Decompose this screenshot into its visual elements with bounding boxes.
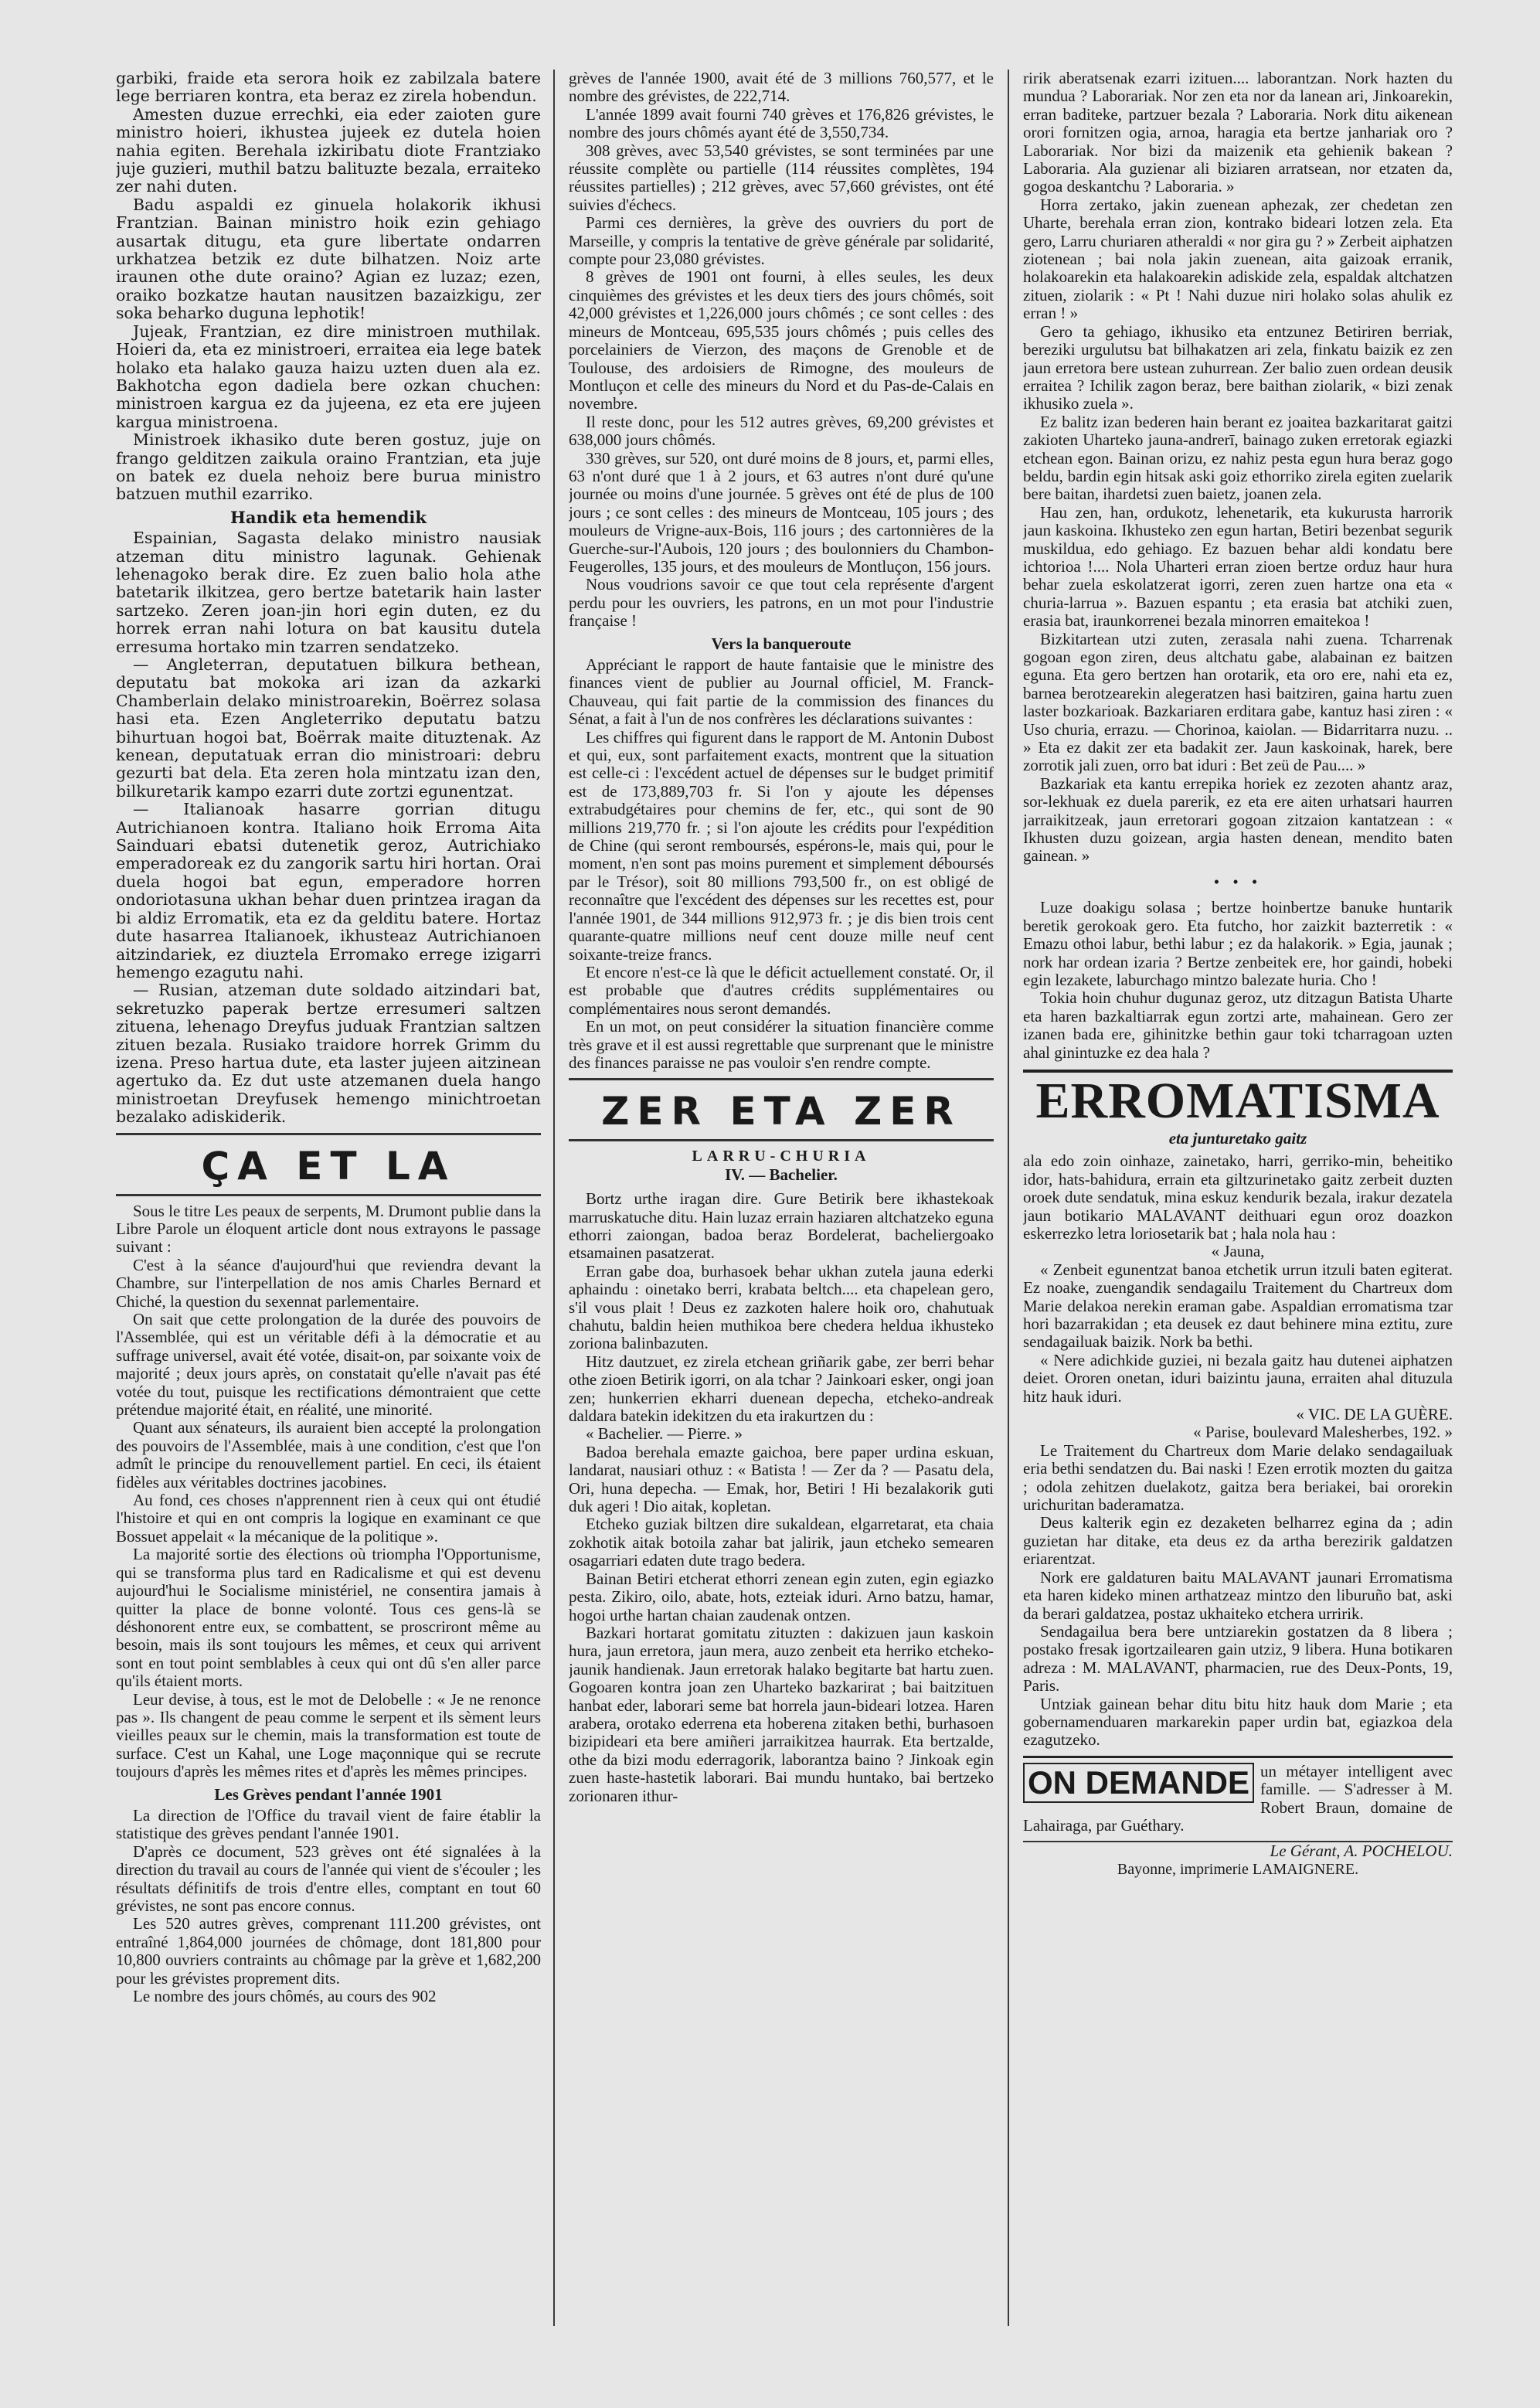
column-3 — [1023, 70, 1453, 2372]
paragraph: D'après ce document, 523 grèves ont été signalées à la direction du travail au cours de l'année qui vient de s'écouler ; les résultats définitifs de trois d'entre elles, comptant en tout 60 grévistes, ne sont pas encore connus. — [116, 1842, 541, 1915]
paragraph: Sendagailua bera bere untziarekin gostatzen da 8 libera ; postako fresak igortzailearen gain utziz, 9 libera. Huna botikaren adreza : M. MALAVANT, pharmacien, rue des Deux-Ponts, 19, Paris. — [1023, 1621, 1453, 1695]
column-rule-2 — [1008, 70, 1009, 2326]
paragraph: Quant aux sénateurs, ils auraient bien accepté la prolongation des pouvoirs de l'Assemblée, mais à une condition, c'est que l'on admît le principe du renouvellement partiel. En ceci, ils étaient fidèles aux véritables doctrines jacobines. — [116, 1418, 541, 1491]
paragraph: ala edo zoin oinhaze, zainetako, harri, gerriko-min, beheitiko idor, hats-bahidura, errain eta giltzurinetako gaitz zerbeit duzten oroek dute sendatuk, mina eskuz kendurik bezala, irakur dezatela jaun botikario MALAVANT deithuari egun oroz doazkon eskerrezko letra loriosetarik bat ; hala nola hau : — [1023, 1151, 1453, 1243]
spacer — [1023, 1750, 1453, 1756]
story-title: LARRU-CHURIA — [692, 1148, 871, 1165]
paragraph: Ministroek ikhasiko dute beren gostuz, juje on frango gelditzen zaikula oraino Frantzian, eta juje on batek ez duela nehoiz bere burua ministro batzuen muthil ezarriko. — [116, 430, 541, 504]
gerant-line: Le Gérant, A. POCHELOU. — [1023, 1841, 1453, 1860]
paragraph: Hitz dautzuet, ez zirela etchean griñarik gabe, zer berri behar othe zioen Betirik igorri, on ala tchar ? Jainkoari esker, ongi joan zen; hunkerrien ekharri duenean depecha, etcheko-andreak daldara batekin idekitzen du eta irakurtzen du : — [569, 1352, 994, 1426]
imprimerie-line: Bayonne, imprimerie LAMAIGNERE. — [1117, 1860, 1359, 1878]
paragraph: Au fond, ces choses n'apprennent rien à ceux qui ont étudié l'histoire et qui en ont compris la logique en examinant ce que Bossuet appelait « la mécanique de la politique ». — [116, 1491, 541, 1546]
paragraph: Bizkitartean utzi zuten, zerasala nahi zuena. Tcharrenak gogoan egon ziren, deus altchatu gabe, alabainan ez baitzen eguna. Eta gero bertzen han orotarik, eta oro ere, nahi eta ez, barnea berotzearekin alegeratzen hasi baitziren, gaina hartu zuen laster bozkarioak. Bazkariaren erditara gabe, kantuz hasi ziren : « Uso churia, errazu. — Chorinoa, kaiolan. — Bidarritarra nuzu. .. » Eta ez dakit zer eta badakit zer. Jaun kaskoinak, harek, bere zorrotik jali zuen, orro bat iduri : Bet zeü de Pau.... » — [1023, 629, 1453, 775]
paragraph: La majorité sortie des élections où triompha l'Opportunisme, qui se transforma plus tard en Radicalisme et qui est devenu aujourd'hui le Socialisme ministériel, ne consentira jamais à quitter la place de bonne volonté. Tous ces gens-là se déshonorent entre eux, se combattent, se proscriront même au besoin, mais ils sont toujours les mêmes, et ceux qui arrivent sont en tout point semblables à ceux qui ont dû s'en aller parce qu'ils étaient morts. — [116, 1545, 541, 1691]
column-2 — [569, 70, 994, 2372]
section-title-ca-et-la: ÇA ET LA — [201, 1143, 456, 1189]
paragraph: Badoa berehala emazte gaichoa, bere paper urdina eskuan, landarat, nausiari othuz : « Batista ! — Zer da ? — Pasatu dela, Ori, huna depecha. — Emak, hor, Betiri ! Hi bezalakorik guti duk ageri ! Dio aitak, kopletan. — [569, 1442, 994, 1516]
paragraph: grèves de l'année 1900, avait été de 3 millions 760,577, et le nombre des grévistes, de 222,714. — [569, 70, 994, 106]
signature-address: « Parise, boulevard Malesherbes, 192. » — [1193, 1423, 1453, 1442]
paragraph: 308 grèves, avec 53,540 grévistes, se sont terminées par une réussite complète ou partielle (114 réussites complètes, 194 réussites partielles) ; 212 grèves, avec 57,660 grévistes, ont été suivies d'échecs. — [569, 141, 994, 214]
paragraph: — Italianoak hasarre gorrian ditugu Autrichianoen kontra. Italiano hoik Erroma Aita Sainduari ebatsi dutenetik geroz, Autrichiako emperadoreak ez du zangorik sartu hiri hortan. Orai duela hogoi bat egun, emperadore horren ondoriotasuna ukhan behar duen printzea iragan da bi aldiz Erromatik, eta ez da gelditu batere. Hortaz dute hasarrea Italianoek, ikhusteaz Autrichianoen aitzindariek, ez diuztela Erromako errege izigarri hemengo ezagutu nahi. — [116, 800, 541, 981]
paragraph: ririk aberatsenak ezarri izituen.... laborantzan. Nork hazten du mundua ? Laborariak. Nor zen eta nor da lanean ari, Jinkoarekin, erran baditeke, partzuer bezala ? Laboraria. Nork ditu aikenean orori fornitzen ogia, arnoa, haragia eta bertze janhariak oro ? Laborariak. Nor bizi da maizenik eta gehienik bakean ? Laboraria. Ala guzienar ali biziaren arratsean, nor etzaten da, gogoa deskantchu ? Laboraria. » — [1023, 70, 1453, 196]
paragraph: Nous voudrions savoir ce que tout cela représente d'argent perdu pour les ouvriers, les patrons, en un mot pour l'industrie française ! — [569, 575, 994, 631]
paragraph: « Jauna, — [1211, 1242, 1265, 1261]
paragraph: Bazkari hortarat gomitatu zituzten : dakizuen jaun kaskoin hura, jaun erretora, jaun mera, auzo zenbeit eta herriko etcheko-jaunik handienak. Jaun erretorak halako begitarte bat hartu zuen. Gogoaren kontra joan zen Uharteko bazkarirat ; bai baitzituen hanbat eder, laborari seme bat horrela jaun-bideari lotzea. Haren arabera, orotako ederrena eta hoberena zitaken bethi, burhasoen bizipideari eta bere amiñeri jarraikitzea haurrak. Eta bertzalde, othe da bizi modu ederragorik, laborantza baino ? Jinkoak egin zuen haste-hastetik laborari. Bai mundu huntako, bai bertzeko zorionaren ithur- — [569, 1623, 994, 1805]
paragraph: C'est à la séance d'aujourd'hui que reviendra devant la Chambre, sur l'interpellation de nos amis Charles Bernard et Chiché, la question du sexennat parlementaire. — [116, 1255, 541, 1311]
paragraph: En un mot, on peut considérer la situation financière comme très grave et il est aussi regrettable que surprenant que le ministre des finances paraisse ne pas vouloir s'en rendre compte. — [569, 1017, 994, 1072]
paragraph: 8 grèves de 1901 ont fourni, à elles seules, les deux cinquièmes des grévistes et les deux tiers des jours chômés, soit 42,000 grévistes et 1,226,000 jours chômés ; ce sont celles : des mineurs de Montceau, 695,535 jours chômés ; puis celles des porcelainiers de Vierzon, des maçons de Grenoble et de Toulouse, des ardoisiers de Rimogne, des mouleurs de Montluçon et celle des mineurs du Nord et du Pas-de-Calais en novembre. — [569, 267, 994, 413]
paragraph: Badu aspaldi ez ginuela holakorik ikhusi Frantzian. Bainan ministro hoik ezin gehiago ausartak ditugu, eta gure libertate ondarren urkhatzea betzik ez dute bilhatzen. Noiz arte iraunen othe dute oraino? Agian ez luzaz; ezen, oraiko bozkatze hautan nausitzen bazaizkigu, zer soka beharko duguna lephotik! — [116, 195, 541, 323]
story-chapter: IV. — Bachelier. — [725, 1165, 838, 1184]
paragraph: Les 520 autres grèves, comprenant 111.200 grévistes, ont entraîné 1,864,000 journées de chômage, dont 181,800 pour 10,800 ouvriers contraints au chômage par la grève et 1,682,200 pour les grévistes proprement dits. — [116, 1914, 541, 1988]
paragraph: Ez balitz izan bederen hain berant ez joaitea bazkaritarat gaitzi zakioten Uharteko jauna-andrerī, bainago zuken erretorak egiazki etchean egon. Bainan orizu, ez nahiz pesta egun hura beraz gogo beldu, bardin egin hitsak aski goiz ethorriko zirela egiten zuelarik bere baitan, ihardetsi zuen baietz, joanen zela. — [1023, 412, 1453, 504]
paragraph: « Bachelier. — Pierre. » — [586, 1424, 743, 1444]
paragraph: Bazkariak eta kantu errepika horiek ez zezoten ahantz araz, sor-lekhuak ez duela parerik, ez eta ere aiten urhatsari haurren jarraikitzeak, jaun erretorari gogoan zitzaion kantatzean : « Ikhusten duzu goizean, argia hasten denean, mendito baten gainean. » — [1023, 774, 1453, 866]
section-title-greves: Les Grèves pendant l'année 1901 — [214, 1784, 443, 1804]
paragraph: Le Traitement du Chartreux dom Marie delako sendagailuak eria bethi sendatzen du. Bai naski ! Ezen errotik mozten du gaitza ; odola zehitzen duelakotz, gaitza bera beriakei, bai ororekin urichuritan baderamatza. — [1023, 1440, 1453, 1515]
separator-dots: • • • — [1213, 872, 1263, 891]
signature: « VIC. DE LA GUÈRE. — [1296, 1405, 1453, 1424]
paragraph: Untziak gainean behar ditu bitu hitz hauk dom Marie ; eta gobernamenduaren markarekin paper urdin bat, egiazkoa dela ezagutzeko. — [1023, 1694, 1453, 1750]
ad-subtitle: eta junturetako gaitz — [1168, 1128, 1307, 1148]
paragraph: Luze doakigu solasa ; bertze hoinbertze banuke huntarik beretik gerokoak gero. Eta futcho, hor zaizkit bazterretik : « Emazu othoi labur, bethi labur ; ez da halakorik. » Egia, jaunak ; nork har ordean izaria ? Bertze zenbeitek ere, hor gaindi, hobeki egin lezakete, laburchago mintzo balezate huria. Cho ! — [1023, 898, 1453, 989]
ad-text: un métayer intelligent avec famille. — S'adresser à M. Robert Braun, domaine de Lahairaga, par Guéthary. — [1023, 1761, 1453, 1835]
paragraph: Jujeak, Frantzian, ez dire ministroen muthilak. Hoieri da, eta ez ministroeri, erraitea eia lege batek holako eta halako gauza haizu uzten duen ala ez. Bakhotcha egon dadiela bere ozkan chuchen: ministroen kargua ez da jujeena, ez eta ere jujeen kargua ministroena. — [116, 321, 541, 431]
ad-title-erromatisma: ERROMATISMA — [1023, 1070, 1453, 1130]
paragraph: Gero ta gehiago, ikhusiko eta entzunez Betiriren berriak, bereziki urgulutsu bat bilhakatzen ari zela, finkatu baizik ez zen jaun erretora bere ustean zuhurrean. Zer balio zuen ordean deusik erraitea ? Ichilik zagon beraz, bere baithan ziolarik, « bizi zenak ikhusiko zuela ». — [1023, 321, 1453, 413]
paragraph: 330 grèves, sur 520, ont duré moins de 8 jours, et, parmi elles, 63 n'ont duré que 1 à 2 jours, et 63 autres n'ont duré qu'une journée ou moins d'une journée. 5 grèves ont été de plus de 100 jours ; ce sont celles : des mineurs de Montceau, 105 jours ; des mouleurs de Vrigne-aux-Bois, 116 jours ; des cartonnières de la Guerche-sur-l'Aubois, 120 jours ; des boulonniers du Chambon-Feugerolles, 135 jours, et des mouleurs de Montluçon, 156 jours. — [569, 448, 994, 576]
paragraph: La direction de l'Office du travail vient de faire établir la statistique des grèves pendant l'année 1901. — [116, 1805, 541, 1843]
section-title-handik: Handik eta hemendik — [230, 507, 427, 527]
paragraph: Amesten duzue errechki, eia eder zaioten gure ministro hoieri, ikhustea jujeek ez dutela hoien nahia egiten. Berehala izkiribatu diote Frantziako juje guzieri, muthil batzu balituzte bezala, erraiteko zer nahi duten. — [116, 104, 541, 196]
paragraph: Horra zertako, jakin zuenean aphezak, zer chedetan zen Uharte, berehala erran zion, kontrako bideari lotzen zela. Eta gero, Larru churiaren atheraldi « nor gira gu ? » Zerbeit aiphatzen ziotenean ; bai nola jakin zuenean, aita gaizoak erranik, holakoarekin eta halakoarekin adiskide zela, espaldak altchatzen zituen, ziolarik : « Pt ! Nahi duzue niri holako solas ahulik ez erran ! » — [1023, 195, 1453, 323]
column-1 — [116, 70, 541, 2372]
column-rule-1 — [553, 70, 555, 2326]
zer-eta-zer-box — [569, 1078, 994, 1141]
paragraph: « Nere adichkide guziei, ni bezala gaitz hau dutenei aiphatzen deiet. Ororen onetan, iduri baizintu jauna, erraiten ahal dituzula hitz hauk iduri. — [1023, 1350, 1453, 1406]
paragraph: On sait que cette prolongation de la durée des pouvoirs de l'Assemblée, qui est un véritable défi à la démocratie et au suffrage universel, avait été votée, disait-on, par soixante voix de majorité ; deux jours après, on constatait qu'elle n'avait pas été votée du tout, puisque les rectifications démontraient que cette prétendue majorité était, en réalité, une minorité. — [116, 1310, 541, 1420]
paragraph: L'année 1899 avait fourni 740 grèves et 176,826 grévistes, le nombre des jours chômés ayant été de 3,550,734. — [569, 104, 994, 142]
ad-title-on-demande: ON DEMANDE — [1023, 1763, 1254, 1803]
paragraph: garbiki, fraide eta serora hoik ez zabilzala batere lege berriaren kontra, eta beraz ez zirela hobendun. — [116, 70, 541, 106]
paragraph: Appréciant le rapport de haute fantaisie que le ministre des finances vient de publier au Journal officiel, M. Franck-Chauveau, qui fait partie de la commission des finances du Sénat, a fait à l'un de nos confrères les déclarations suivantes : — [569, 655, 994, 729]
paragraph: Parmi ces dernières, la grève des ouvriers du port de Marseille, y compris la tentative de grève générale par solidarité, compte pour 23,080 grévistes. — [569, 213, 994, 269]
paragraph: Et encore n'est-ce là que le déficit actuellement constaté. Or, il est probable que d'autres crédits supplémentaires ou complémentaires nous seront demandés. — [569, 962, 994, 1018]
paragraph: Leur devise, à tous, est le mot de Delobelle : « Je ne renonce pas ». Ils changent de peau comme le serpent et ils sèment leurs vieilles peaux sur le chemin, mais la transformation est toute de surface. C'est un Kahal, une Loge maçonnique qui se recrute toujours d'après les mêmes rites et d'après les mêmes principes. — [116, 1689, 541, 1781]
paragraph: Etcheko guziak biltzen dire sukaldean, elgarretarat, eta chaia zokhotik aitak botoila zahar bat jalirik, jaun etcheko semearen osagarriari edaten dute trago bedera. — [569, 1515, 994, 1570]
section-title-zer-eta-zer: ZER ETA ZER — [601, 1089, 961, 1134]
section-title-banqueroute: Vers la banqueroute — [711, 634, 852, 653]
paragraph: Bainan Betiri etcherat ethorri zenean egin zuten, egin egiazko pesta. Zikiro, oilo, abate, hots, ezteiak iduri. Arno batzu, hamar, hogoi urthe hartan chaian zaudenak ontzen. — [569, 1569, 994, 1624]
cael-box — [116, 1133, 541, 1196]
paragraph: Hau zen, han, ordukotz, lehenetarik, eta kukurusta harrorik jaun kaskoina. Ikhusteko zen egun hartan, Betiri bezenbat segurik muskildua, edo gehiago. Ez bazuen behar aldi kondatu bere ichtorioa !.... Nola Uharteri erran zioen bertze orduz haur hura behar zuela eskolatzerat igorri, zeren zuen hartze ona eta « churia-larrua ». Bazuen espantu ; eta erasia bat atchiki zuen, erasia bat, iraunkorrenei bezala minorren emaitekoa ! — [1023, 502, 1453, 631]
paragraph: Les chiffres qui figurent dans le rapport de M. Antonin Dubost et qui, eux, sont parfaitement exacts, montrent que la situation est celle-ci : l'excédent actuel de dépenses sur le budget primitif est de 173,889,703 fr. Si l'on y ajoute les dépenses extrabudgétaires pour chemins de fer, etc., qui sont de 90 millions 219,770 fr. ; si l'on ajoute les crédits pour l'expédition de Chine (qui seront remboursés, espérons-le, mais qui, pour le moment, n'en sont pas moins purement et simplement déboursés par le Trésor), soit 80 millions 793,500 fr., on est obligé de reconnaître que l'excédent des dépenses sur les recettes est, pour l'année 1901, de 344 millions 912,973 fr. ; je dis bien trois cent quarante-quatre millions neuf cent douze mille neuf cent soixante-treize francs. — [569, 727, 994, 964]
french-article — [116, 1202, 541, 2006]
paragraph: Sous le titre Les peaux de serpents, M. Drumont publie dans la Libre Parole un éloquent article dont nous extrayons le passage suivant : — [116, 1201, 541, 1257]
paragraph: Espainian, Sagasta delako ministro nausiak atzeman ditu ministro lagunak. Gehienak lehenagoko berak dire. Ez zuen balio hola athe batetarik ilkitzea, gero bertze batetarik hain laster sartzeko. Zeren joan-jin hori egin duten, ez du horrek erran nahi lotura on bat kausitu dutela erresuma hortako min tzarren sendatzeko. — [116, 529, 541, 656]
paragraph: Il reste donc, pour les 512 autres grèves, 69,200 grévistes et 638,000 jours chômés. — [569, 412, 994, 450]
paragraph: Nork ere galdaturen baitu MALAVANT jaunari Erromatisma eta haren kideko minen arthatzeaz mintzo den liburuño bat, aski da berari galdatzea, postaz ukhaiteko etchera urririk. — [1023, 1567, 1453, 1623]
paragraph: Le nombre des jours chômés, au cours des 902 — [133, 1987, 437, 2006]
paragraph: Tokia hoin chuhur dugunaz geroz, utz ditzagun Batista Uharte eta haren bazkaltiarrak egun zortzi arte, mahainean. Gero zer izanen bada ere, gihinitzke bethin gaur toki tcharragoan uzten ahal ginintuzke ez dea hala ? — [1023, 988, 1453, 1062]
paragraph: Deus kalterik egin ez dezaketen belharrez egina da ; adin guzietan har ditake, eta deus ez da artha berezirik galdatzen eriarentzat. — [1023, 1513, 1453, 1569]
paragraph: — Rusian, atzeman dute soldado aitzindari bat, sekretuzko paperak bertze erresumeri saltzen zituena, lehenago Dreyfus juduak Frantzian saltzen zituen bezala. Rusiako traidore horrek Grimm du izena. Preso hartua dute, eta laster jujeen aitzinean agertuko da. Ez dut uste atzemanen duela hango ministroetan Dreyfusek hemengo minichtroetan bezalako adiskiderik. — [116, 981, 541, 1127]
on-demande-ad — [1023, 1756, 1453, 1835]
paragraph: — Angleterran, deputatuen bilkura bethean, deputatu bat mokoka ari izan da azkarki Chamberlain delako ministroarekin, Boërrez solasa hasi eta. Ezen Angleterriko deputatu batzu bihurtuan hogoi bat, Boërrak maite dituztenak. Az kenean, deputatuak erran dio ministroari: debru gezurti bat dela. Eta zeren hola mintzatu izan den, bilkuretarik kampo ezarri dute zortzi egunentzat. — [116, 655, 541, 801]
paragraph: « Zenbeit egunentzat banoa etchetik urrun itzuli baten egiterat. Ez noake, zuengandik sendagailu Traitement du Chartreux dom Marie delakoa nerekin eraman gabe. Aspaldian erromatisma tzar hori bazarrakidan ; eta deusek ez daut behinere mina eztitu, zure sendagailuak baizik. Nork ba bethi. — [1023, 1260, 1453, 1352]
paragraph: Bortz urthe iragan dire. Gure Betirik bere ikhastekoak marruskatuche ditu. Hain luzaz errain haziaren altchatzeko eguna ethorri zaiongan, badoa beraz Bordelerat, bacheliergoako etsamainen pasatzerat. — [569, 1189, 994, 1263]
paragraph: Erran gabe doa, burhasoek behar ukhan zutela jauna ederki aphaindu : oinetako berri, krabata beltch.... eta chapelean gero, s'il vous plait ! Deus ez zazkoten halere hoik oro, chahutuak chahutu, baldin heien muthikoa bere chedera heldua ikhusteko zoriona balinbazuten. — [569, 1261, 994, 1353]
